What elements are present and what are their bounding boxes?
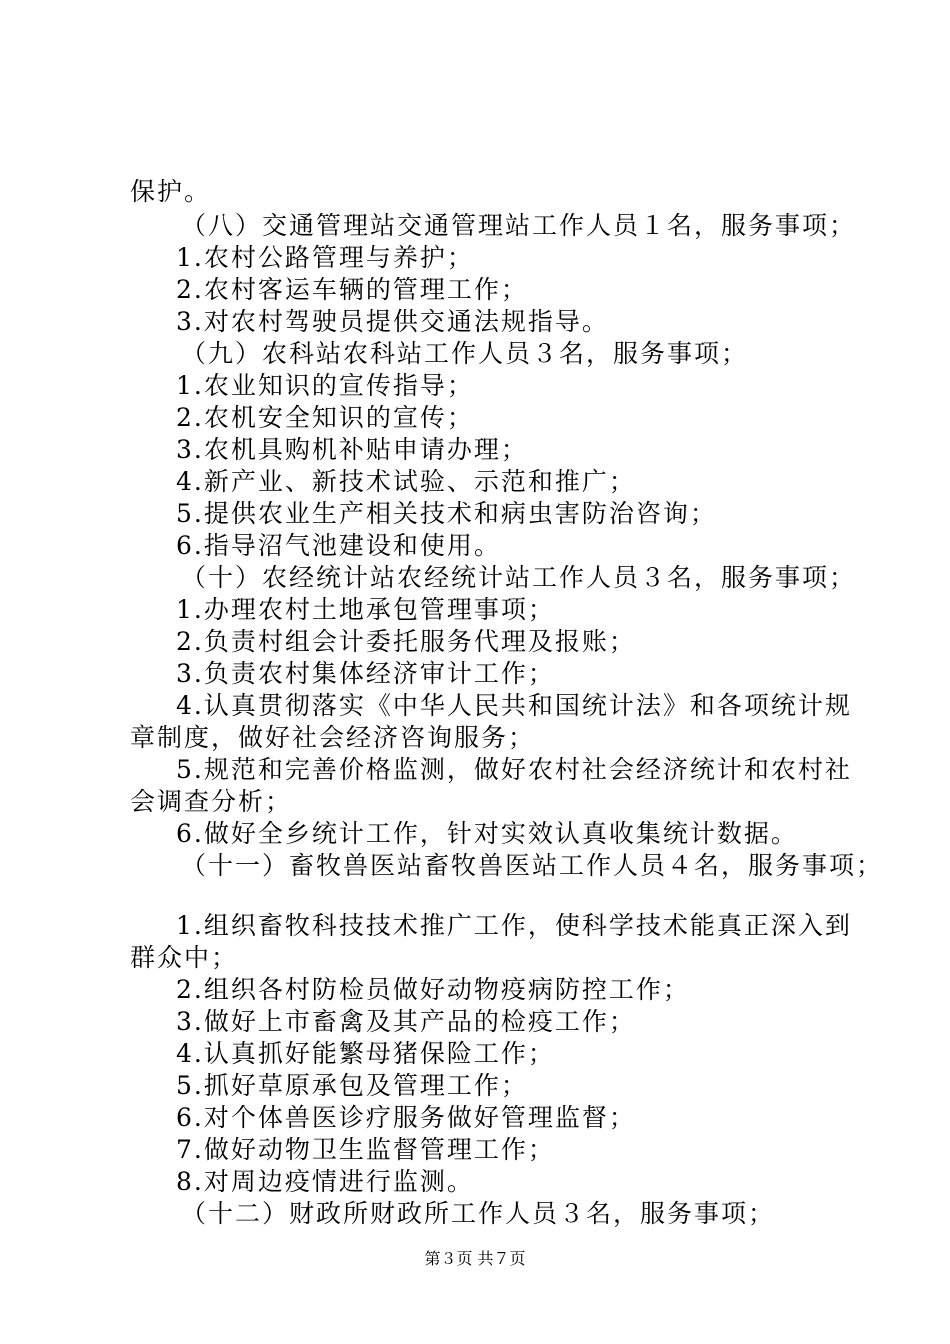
list-item: 6.对个体兽医诊疗服务做好管理监督；: [176, 1103, 636, 1132]
list-item: 4.认真抓好能繁母猪保险工作；: [176, 1039, 555, 1068]
list-item: 1.办理农村土地承包管理事项；: [176, 595, 555, 624]
list-item: 2.负责村组会计委托服务代理及报账；: [176, 627, 636, 656]
section-heading: （十）农经统计站农经统计站工作人员３名，服务事项；: [181, 563, 857, 592]
list-item: 1.组织畜牧科技技术推广工作，使科学技术能真正深入到: [176, 911, 852, 940]
list-item: 1.农村公路管理与养护；: [176, 243, 474, 272]
section-heading: （十二）财政所财政所工作人员３名，服务事项；: [181, 1199, 776, 1228]
list-item: 3.农机具购机补贴申请办理；: [176, 435, 528, 464]
list-item: 8.对周边疫情进行监测。: [176, 1167, 474, 1196]
list-item: 2.农机安全知识的宣传；: [176, 403, 474, 432]
list-item: 7.做好动物卫生监督管理工作；: [176, 1135, 555, 1164]
section-heading: （八）交通管理站交通管理站工作人员１名，服务事项；: [181, 211, 857, 240]
list-item: 5.提供农业生产相关技术和病虫害防治咨询；: [176, 499, 717, 528]
list-item: 6.做好全乡统计工作，针对实效认真收集统计数据。: [176, 819, 798, 848]
page-footer: 第３页 共７页: [424, 1249, 526, 1268]
list-item: 2.组织各村防检员做好动物疫病防控工作；: [176, 975, 690, 1004]
list-item-continuation: 章制度，做好社会经济咨询服务；: [130, 723, 536, 752]
list-item: 3.负责农村集体经济审计工作；: [176, 659, 555, 688]
text-line: 保护。: [130, 177, 212, 206]
list-item: 2.农村客运车辆的管理工作；: [176, 275, 528, 304]
list-item: 6.指导沼气池建设和使用。: [176, 531, 501, 560]
list-item: 3.做好上市畜禽及其产品的检疫工作；: [176, 1007, 636, 1036]
list-item: 3.对农村驾驶员提供交通法规指导。: [176, 307, 609, 336]
list-item-continuation: 会调查分析；: [130, 787, 293, 816]
list-item-continuation: 群众中；: [130, 943, 239, 972]
list-item: 4.新产业、新技术试验、示范和推广；: [176, 467, 636, 496]
list-item: 5.抓好草原承包及管理工作；: [176, 1071, 528, 1100]
list-item: 1.农业知识的宣传指导；: [176, 371, 474, 400]
section-heading: （九）农科站农科站工作人员３名，服务事项；: [181, 339, 749, 368]
section-heading: （十一）畜牧兽医站畜牧兽医站工作人员４名，服务事项；: [181, 851, 884, 880]
list-item: 5.规范和完善价格监测，做好农村社会经济统计和农村社: [176, 755, 852, 784]
list-item: 4.认真贯彻落实《中华人民共和国统计法》和各项统计规: [176, 691, 852, 720]
